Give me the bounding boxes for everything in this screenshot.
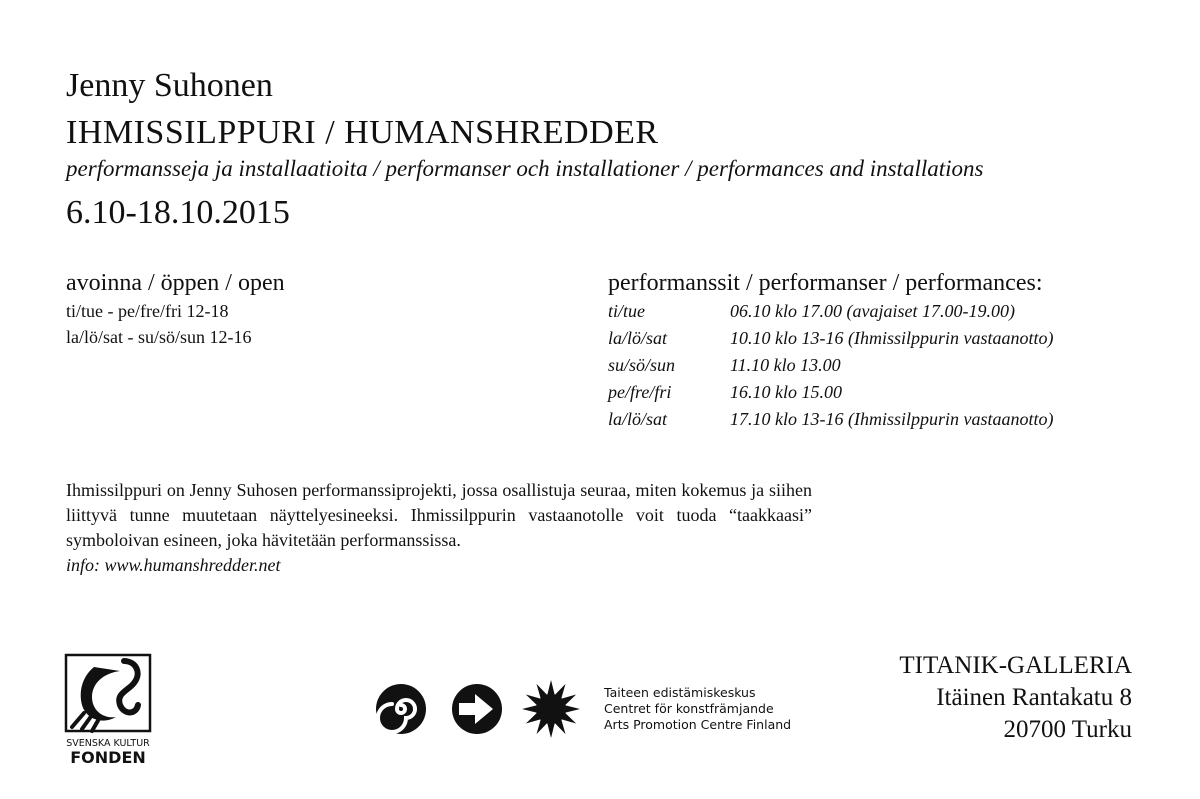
performance-time: 11.10 klo 13.00 <box>730 355 841 375</box>
info-link[interactable]: info: www.humanshredder.net <box>66 555 281 575</box>
taike-line: Centret för konstfrämjande <box>604 701 774 716</box>
venue-name: TITANIK-GALLERIA <box>899 652 1132 679</box>
opening-hours-line: ti/tue - pe/fre/fri 12-18 <box>66 301 229 321</box>
project-description <box>66 478 812 578</box>
description-text: Ihmissilppuri on Jenny Suhosen performanssiprojekti, jossa osallistuja seuraa, miten kokemus ja siihen liittyvä tunne muutetaan näyttelyesineeksi. Ihmissilppurin vastaanotolle voit tuoda “taakkaasi” symboloivan esineen, joka hävitetään performanssissa. <box>66 480 812 550</box>
performance-time: 16.10 klo 15.00 <box>730 382 842 402</box>
exhibition-dates: 6.10-18.10.2015 <box>66 194 290 231</box>
sun-icon <box>522 680 580 738</box>
performances-heading: performanssit / performanser / performances: <box>608 270 1043 296</box>
performance-row <box>608 380 1168 404</box>
svenska-kulturfonden-logo <box>64 653 152 765</box>
performance-day: pe/fre/fri <box>608 382 672 402</box>
artist-name: Jenny Suhonen <box>66 67 273 104</box>
kulturfonden-emblem-icon <box>64 653 152 765</box>
performance-row <box>608 353 1168 377</box>
spiral-icon <box>376 684 426 734</box>
exhibition-subtitle: performansseja ja installaatioita / performanser och installationer / performances and installations <box>66 156 984 181</box>
performance-day: su/sö/sun <box>608 355 676 375</box>
performance-row <box>608 299 1168 323</box>
performance-time: 17.10 klo 13-16 (Ihmissilppurin vastaanotto) <box>730 409 1054 429</box>
performance-row <box>608 326 1168 350</box>
taike-line: Arts Promotion Centre Finland <box>604 717 792 732</box>
venue-address <box>899 650 1132 746</box>
performance-day: la/lö/sat <box>608 328 668 348</box>
venue-street: Itäinen Rantakatu 8 <box>936 684 1132 711</box>
performance-time: 10.10 klo 13-16 (Ihmissilppurin vastaanotto) <box>730 328 1054 348</box>
performance-row <box>608 407 1168 431</box>
taike-line: Taiteen edistämiskeskus <box>604 685 756 700</box>
kulturfonden-line2: FONDEN <box>70 748 146 765</box>
opening-hours-heading: avoinna / öppen / open <box>66 270 285 296</box>
kulturfonden-line1: SVENSKA KULTUR <box>66 738 150 749</box>
venue-city: 20700 Turku <box>1003 716 1132 743</box>
performance-day: ti/tue <box>608 301 645 321</box>
performance-day: la/lö/sat <box>608 409 668 429</box>
performance-time: 06.10 klo 17.00 (avajaiset 17.00-19.00) <box>730 301 1015 321</box>
opening-hours-line: la/lö/sat - su/sö/sun 12-16 <box>66 327 252 347</box>
arts-promotion-centre-logo <box>375 678 795 740</box>
arrow-right-icon <box>452 684 502 734</box>
exhibition-title: IHMISSILPPURI / HUMANSHREDDER <box>66 114 659 151</box>
